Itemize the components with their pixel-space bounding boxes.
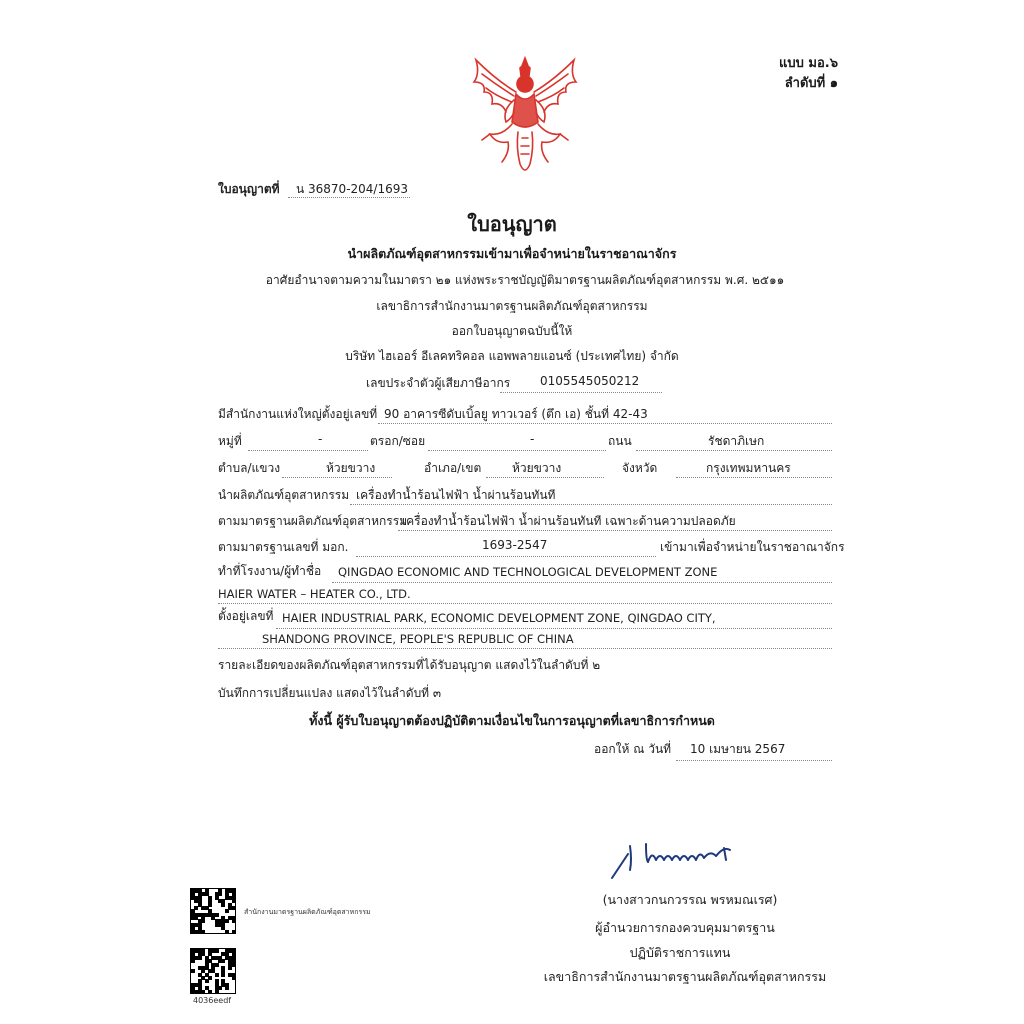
- document-subtitle: นำผลิตภัณฑ์อุตสาหกรรมเข้ามาเพื่อจำหน่ายในราชอาณาจักร: [347, 246, 677, 261]
- moo-dotline: [248, 450, 368, 451]
- intro-line-2: เลขาธิการสำนักงานมาตรฐานผลิตภัณฑ์อุตสาหกรรม: [376, 299, 648, 313]
- qr-caption: สำนักงานมาตรฐานผลิตภัณฑ์อุตสาหกรรม: [244, 908, 371, 916]
- intro-line-1: อาศัยอำนาจตามความในมาตรา ๒๑ แห่งพระราชบัญญัติมาตรฐานผลิตภัณฑ์อุตสาหกรรม พ.ศ. ๒๕๑๑: [265, 273, 785, 287]
- issued-date-label: ออกให้ ณ วันที่: [594, 742, 672, 756]
- standard-no-dotline: [356, 556, 656, 557]
- permit-no-dotline: [288, 197, 410, 198]
- standard-label: ตามมาตรฐานผลิตภัณฑ์อุตสาหกรรม: [218, 514, 408, 528]
- factory-address-label: ตั้งอยู่เลขที่: [218, 609, 274, 623]
- company-name: บริษัท ไฮเออร์ อีเลคทริคอล แอพพลายแอนซ์ (ประเทศไทย) จำกัด: [345, 349, 679, 363]
- condition-statement: ทั้งนี้ ผู้รับใบอนุญาตต้องปฏิบัติตามเงื่อนไขในการอนุญาตที่เลขาธิการกำหนด: [309, 713, 715, 728]
- subdistrict-label: ตำบล/แขวง: [218, 461, 281, 475]
- standard-no-label: ตามมาตรฐานเลขที่ มอก.: [218, 540, 349, 554]
- factory-address-line-2: SHANDONG PROVINCE, PEOPLE'S REPUBLIC OF CHINA: [262, 632, 574, 646]
- handwritten-signature: [606, 836, 740, 882]
- province-value: กรุงเทพมหานคร: [706, 461, 791, 475]
- soi-dotline: [428, 450, 606, 451]
- sequence-number: ลำดับที่ ๑: [784, 76, 838, 91]
- tax-id-value: 0105545050212: [540, 374, 640, 388]
- factory-address-dotline-2: [218, 648, 832, 649]
- signatory-title-2: ปฏิบัติราชการแทน: [629, 945, 731, 960]
- standard-no-value: 1693-2547: [482, 538, 548, 552]
- head-office-label: มีสำนักงานแห่งใหญ่ตั้งอยู่เลขที่: [218, 407, 378, 421]
- soi-value: -: [530, 432, 535, 446]
- road-label: ถนน: [608, 434, 632, 448]
- manufacturer-dotline-2: [218, 603, 832, 604]
- factory-address-dotline-1: [276, 628, 832, 629]
- head-office-value: 90 อาคารซีดับเบิ้ลยู ทาวเวอร์ (ตึก เอ) ชั้นที่ 42-43: [384, 407, 648, 421]
- form-code: แบบ มอ.๖: [779, 56, 838, 71]
- head-office-dotline: [378, 423, 832, 424]
- changes-note: บันทึกการเปลี่ยนแปลง แสดงไว้ในลำดับที่ ๓: [218, 686, 442, 700]
- province-dotline: [676, 477, 832, 478]
- details-note: รายละเอียดของผลิตภัณฑ์อุตสาหกรรมที่ได้รับอนุญาต แสดงไว้ในลำดับที่ ๒: [218, 658, 601, 672]
- road-value: รัชดาภิเษก: [708, 434, 765, 448]
- product-dotline: [350, 504, 832, 505]
- signatory-title-3: เลขาธิการสำนักงานมาตรฐานผลิตภัณฑ์อุตสาหกรรม: [543, 969, 827, 984]
- product-label: นำผลิตภัณฑ์อุตสาหกรรม: [218, 488, 350, 502]
- issued-date-dotline: [676, 760, 832, 761]
- district-value: ห้วยขวาง: [512, 461, 562, 475]
- factory-address-line-1: HAIER INDUSTRIAL PARK, ECONOMIC DEVELOPMENT ZONE, QINGDAO CITY,: [282, 611, 716, 625]
- manufacturer-dotline-1: [332, 582, 832, 583]
- manufacturer-line-1: QINGDAO ECONOMIC AND TECHNOLOGICAL DEVELOPMENT ZONE: [338, 565, 718, 579]
- signatory-title-1: ผู้อำนวยการกองควบคุมมาตรฐาน: [595, 920, 775, 935]
- document-title: ใบอนุญาต: [467, 212, 557, 236]
- manufacturer-label: ทำที่โรงงาน/ผู้ทำชื่อ: [218, 564, 322, 578]
- subdistrict-value: ห้วยขวาง: [326, 461, 376, 475]
- standard-value: เครื่องทำน้ำร้อนไฟฟ้า น้ำผ่านร้อนทันที เฉพาะด้านความปลอดภัย: [402, 514, 736, 528]
- district-dotline: [486, 477, 604, 478]
- road-dotline: [636, 450, 832, 451]
- tax-id-dotline: [500, 392, 662, 393]
- permit-no-label: ใบอนุญาตที่: [218, 182, 280, 196]
- garuda-emblem: [466, 52, 584, 180]
- moo-value: -: [318, 432, 323, 446]
- product-value: เครื่องทำน้ำร้อนไฟฟ้า น้ำผ่านร้อนทันที: [356, 488, 556, 502]
- qr-code-top: [190, 888, 236, 934]
- signatory-name: (นางสาวกนกวรรณ พรหมณเรศ): [602, 892, 778, 907]
- moo-label: หมู่ที่: [218, 434, 242, 448]
- intro-line-3: ออกใบอนุญาตฉบับนี้ให้: [451, 324, 573, 338]
- manufacturer-line-2: HAIER WATER – HEATER CO., LTD.: [218, 587, 411, 601]
- soi-label: ตรอก/ซอย: [370, 434, 426, 448]
- tax-id-label: เลขประจำตัวผู้เสียภาษีอากร: [366, 376, 511, 390]
- district-label: อำเภอ/เขต: [424, 461, 482, 475]
- standard-dotline: [398, 530, 832, 531]
- province-label: จังหวัด: [622, 461, 658, 475]
- qr-code-bottom: [190, 948, 236, 994]
- permit-no-value: น 36870-204/1693: [296, 182, 409, 196]
- qr-code-id: 4036eedf: [193, 996, 232, 1005]
- issued-date-value: 10 เมษายน 2567: [690, 742, 786, 756]
- standard-no-suffix: เข้ามาเพื่อจำหน่ายในราชอาณาจักร: [660, 540, 845, 554]
- subdistrict-dotline: [282, 477, 392, 478]
